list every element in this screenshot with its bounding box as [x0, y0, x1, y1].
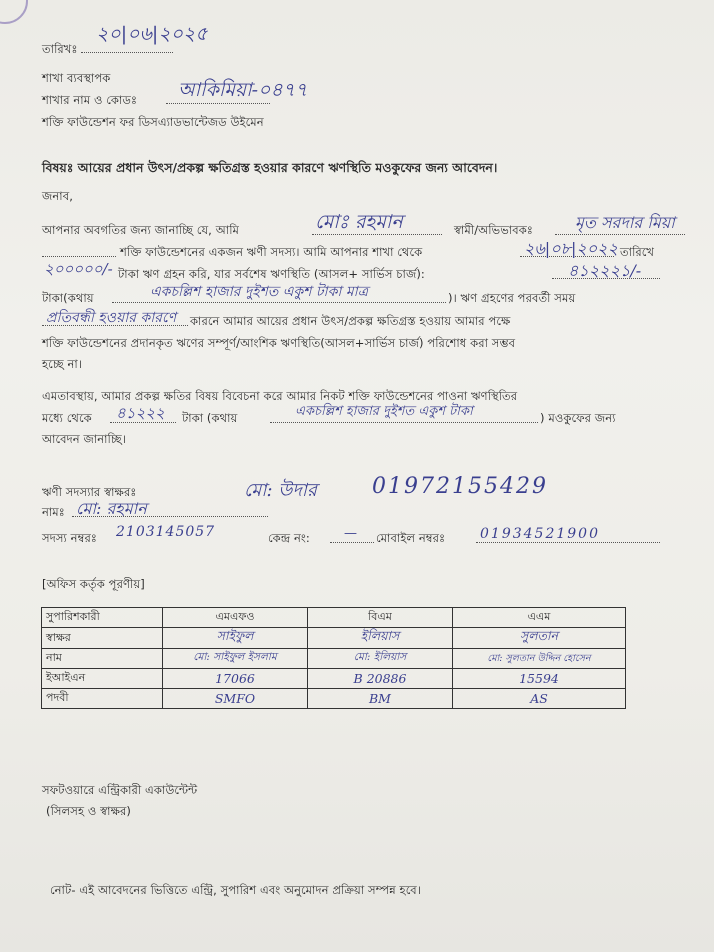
office-table: [41, 607, 626, 709]
body-line-1b: স্বামী/অভিভাবকঃ: [454, 223, 533, 237]
body-line-3a: টাকা ঋণ গ্রহন করি, যার সর্বশেষ ঋণস্থিতি (আসল+ সার্ভিস চার্জ):: [118, 267, 425, 281]
bm-signature: ইলিয়াস: [360, 628, 400, 643]
am-name: মো: সুলতান উদ্দিন হোসেন: [487, 652, 591, 664]
row-label-designation: পদবী: [42, 689, 163, 709]
mfo-signature: সাইফুল: [216, 628, 254, 643]
am-signature: সুলতান: [519, 628, 559, 643]
guardian-name: মৃত সরদার মিয়া: [575, 213, 675, 232]
waive-amount-words: একচল্লিশ হাজার দুইশত একুশ টাকা: [295, 404, 473, 419]
stamp-seal: [0, 0, 28, 24]
accountant-label: সফটওয়ারে এন্ট্রিকারী একাউন্টেন্ট: [42, 783, 198, 797]
table-row: [42, 689, 626, 709]
loan-amount: ২০০০০০/-: [44, 260, 113, 278]
branch-value: আকিমিয়া-০৪৭৭: [178, 79, 308, 101]
applicant-name: মোঃ রহমান: [315, 211, 403, 233]
phone-scrawl: 01972155429: [372, 474, 548, 499]
col-am: এএম: [453, 608, 626, 628]
member-signature: মো: উদার: [244, 480, 317, 501]
table-row: [42, 649, 626, 669]
footer-note: নোট- এই আবেদনের ভিত্তিতে এন্ট্রি, সুপারিশ এবং অনুমোদন প্রক্রিয়া সম্পন্ন হবে।: [50, 883, 422, 897]
row-label-ein: ইআইএন: [42, 669, 163, 689]
mfo-name: মো: সাইফুল ইসলাম: [193, 651, 277, 663]
body-line-5: কারনে আমার আয়ের প্রধান উৎস/প্রকল্প ক্ষতিগ্রস্ত হওয়ায় আমার পক্ষে: [190, 314, 511, 328]
date-value: ২০|০৬|২০২৫: [96, 23, 208, 45]
salutation: জনাব,: [42, 189, 73, 203]
center-number: —: [344, 526, 357, 541]
table-row: [42, 628, 626, 649]
col-bm: বিএম: [308, 608, 453, 628]
subject-line: বিষয়ঃ আয়ের প্রধান উৎস/প্রকল্প ক্ষতিগ্রস্ত হওয়ার কারণে ঋণস্থিতি মওকুফের জন্য আবেদন।: [42, 160, 498, 175]
para2-line-2c: ) মওকুফের জন্য: [540, 411, 616, 425]
body-line-2b: তারিখে: [620, 245, 655, 259]
para2-line-3: আবেদন জানাচ্ছি।: [42, 432, 127, 446]
member-number-label: সদস্য নম্বরঃ: [42, 531, 98, 545]
loan-balance: ৪১২২২১/-: [568, 261, 642, 280]
accountant-note: (সিলসহ ও স্বাক্ষর): [46, 804, 132, 818]
am-ein: 15594: [519, 671, 559, 686]
mobile-number-label: মোবাইল নম্বরঃ: [376, 531, 446, 545]
body-line-7: হচ্ছে না।: [42, 357, 83, 371]
bm-ein: B 20886: [353, 671, 407, 686]
body-line-4a: টাকা(কথায়: [42, 291, 94, 305]
col-mfo: এমএফও: [163, 608, 308, 628]
para2-line-2a: মধ্যে থেকে: [42, 411, 92, 425]
table-row: [42, 669, 626, 689]
center-number-label: কেন্দ্র নং:: [268, 531, 310, 545]
member-name-label: নামঃ: [42, 505, 65, 519]
member-number: 2103145057: [116, 524, 216, 540]
am-designation: AS: [530, 691, 548, 706]
bm-name: মো: ইলিয়াস: [353, 651, 407, 663]
col-recommender: সুপারিশকারী: [42, 608, 163, 628]
para2-line-2b: টাকা (কথায়: [182, 411, 238, 425]
balance-in-words: একচল্লিশ হাজার দুইশত একুশ টাকা মাত্র: [150, 284, 369, 300]
waive-amount: ৪১২২২: [116, 404, 165, 422]
loan-date: ২৬|০৮|২০২২: [524, 239, 618, 258]
mfo-ein: 17066: [215, 671, 255, 686]
body-line-1a: আপনার অবগতির জন্য জানাচ্ছি যে, আমি: [42, 223, 239, 237]
office-section-heading: [অফিস কর্তৃক পূরণীয়]: [42, 577, 145, 591]
row-label-name: নাম: [42, 649, 163, 669]
date-label: তারিখঃ: [42, 42, 78, 56]
row-label-signature: স্বাক্ষর: [42, 628, 163, 649]
damage-cause: প্রতিবন্ধী হওয়ার কারণে: [46, 310, 177, 326]
office-table-header: [42, 608, 626, 628]
recipient-title: শাখা ব্যবস্থাপক: [42, 71, 111, 85]
body-line-6: শক্তি ফাউন্ডেশনের প্রদানকৃত ঋণের সম্পূর্ণ/আংশিক ঋণস্থিতি(আসল+সার্ভিস চার্জ) পরিশোধ করা সম্ভব: [42, 336, 516, 350]
body-line-4b: )। ঋণ গ্রহণের পরবর্তী সময়: [448, 291, 576, 305]
mfo-designation: SMFO: [214, 691, 256, 706]
member-name: মো: রহমান: [76, 499, 147, 518]
bm-designation: BM: [369, 691, 391, 706]
organization-name: শক্তি ফাউন্ডেশন ফর ডিসএ্যাডভান্টেজড উইমেন: [42, 115, 264, 129]
branch-label: শাখার নাম ও কোডঃ: [42, 93, 138, 107]
member-signature-label: ঋণী সদস্যার স্বাক্ষরঃ: [42, 485, 137, 499]
body-line-2a: শক্তি ফাউন্ডেশনের একজন ঋণী সদস্য। আমি আপনার শাখা থেকে: [120, 245, 423, 259]
mobile-number: 01934521900: [480, 526, 600, 542]
para2-line-1: এমতাবস্থায়, আমার প্রকল্প ক্ষতির বিষয় বিবেচনা করে আমার নিকট শক্তি ফাউন্ডেশনের পাওনা ঋণস্থিতির: [42, 389, 518, 403]
